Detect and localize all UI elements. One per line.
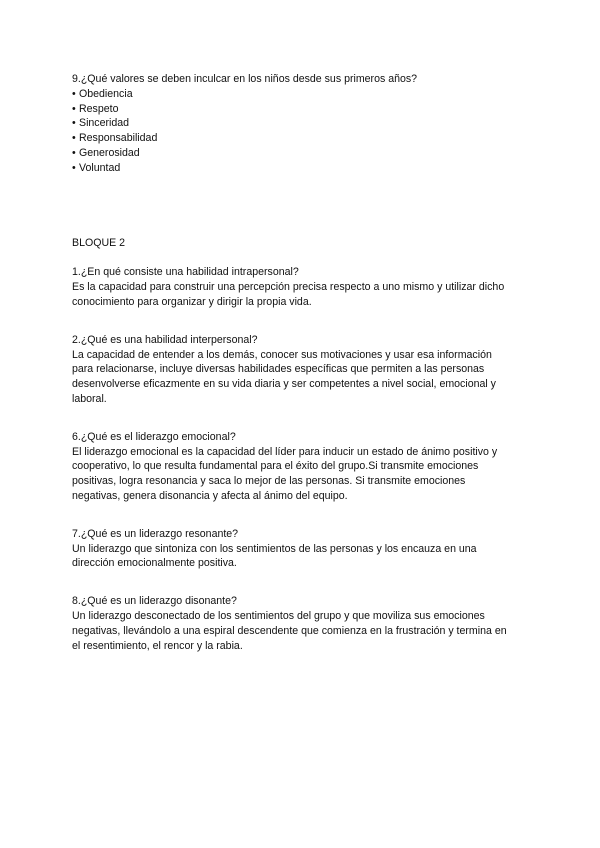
question-block-1 bbox=[72, 265, 532, 309]
list-item bbox=[72, 146, 532, 161]
list-item bbox=[72, 87, 532, 102]
question-block-9 bbox=[72, 72, 532, 176]
answer-line: negativas, genera disonancia y afecta al ánimo del equipo. bbox=[72, 489, 348, 502]
answer-line: conocimiento para organizar y dirigir la propia vida. bbox=[72, 295, 312, 308]
list-item bbox=[72, 131, 532, 146]
question-heading: 7.¿Qué es un liderazgo resonante? bbox=[72, 527, 239, 540]
list-item-text: Voluntad bbox=[79, 161, 121, 174]
answer-line: El liderazgo emocional es la capacidad del líder para inducir un estado de ánimo positivo y bbox=[72, 445, 498, 458]
list-item-text: Responsabilidad bbox=[79, 132, 158, 145]
question-heading: 1.¿En qué consiste una habilidad intrapersonal? bbox=[72, 266, 299, 279]
list-item bbox=[72, 161, 532, 176]
question-block-6 bbox=[72, 430, 532, 504]
list-item-text: Sinceridad bbox=[79, 117, 130, 130]
answer-line: positivas, logra resonancia y saca lo mejor de las personas. Si transmite emociones bbox=[72, 475, 466, 488]
list-item-text: Respeto bbox=[79, 102, 119, 115]
list-item bbox=[72, 116, 532, 131]
bullet-icon: • bbox=[72, 102, 76, 115]
answer-line: La capacidad de entender a los demás, conocer sus motivaciones y usar esa información bbox=[72, 348, 492, 361]
list-item bbox=[72, 102, 532, 117]
bullet-icon: • bbox=[72, 132, 76, 145]
document-page bbox=[72, 72, 532, 653]
answer-line: laboral. bbox=[72, 392, 107, 405]
bullet-icon: • bbox=[72, 87, 76, 100]
bullet-icon: • bbox=[72, 161, 76, 174]
question-heading: 9.¿Qué valores se deben inculcar en los niños desde sus primeros años? bbox=[72, 73, 418, 85]
answer-line: Un liderazgo que sintoniza con los sentimientos de las personas y los encauza en una bbox=[72, 542, 477, 555]
answer-line: el resentimiento, el rencor y la rabia. bbox=[72, 639, 243, 652]
section-title: BLOQUE 2 bbox=[72, 236, 125, 249]
answer-line: negativas, llevándolo a una espiral descendente que comienza en la frustración y termina en bbox=[72, 624, 507, 637]
bullet-icon: • bbox=[72, 146, 76, 159]
answer-line: Es la capacidad para construir una percepción precisa respecto a uno mismo y utilizar dicho bbox=[72, 281, 505, 294]
question-block-7 bbox=[72, 527, 532, 571]
question-heading: 8.¿Qué es un liderazgo disonante? bbox=[72, 595, 237, 608]
list-item-text: Obediencia bbox=[79, 87, 133, 100]
list-item-text: Generosidad bbox=[79, 146, 140, 159]
answer-line: Un liderazgo desconectado de los sentimientos del grupo y que moviliza sus emociones bbox=[72, 609, 485, 622]
question-heading: 2.¿Qué es una habilidad interpersonal? bbox=[72, 333, 258, 346]
answer-line: para relacionarse, incluye diversas habilidades específicas que permiten a las personas bbox=[72, 363, 485, 376]
values-list bbox=[72, 87, 532, 176]
question-heading: 6.¿Qué es el liderazgo emocional? bbox=[72, 430, 236, 443]
bullet-icon: • bbox=[72, 117, 76, 130]
question-block-2 bbox=[72, 333, 532, 407]
answer-line: dirección emocionalmente positiva. bbox=[72, 557, 237, 570]
answer-line: cooperativo, lo que resulta fundamental para el éxito del grupo.Si transmite emociones bbox=[72, 460, 479, 473]
question-block-8 bbox=[72, 594, 532, 653]
answer-line: desenvolverse eficazmente en su vida diaria y ser competentes a nivel social, emocional y bbox=[72, 378, 496, 391]
